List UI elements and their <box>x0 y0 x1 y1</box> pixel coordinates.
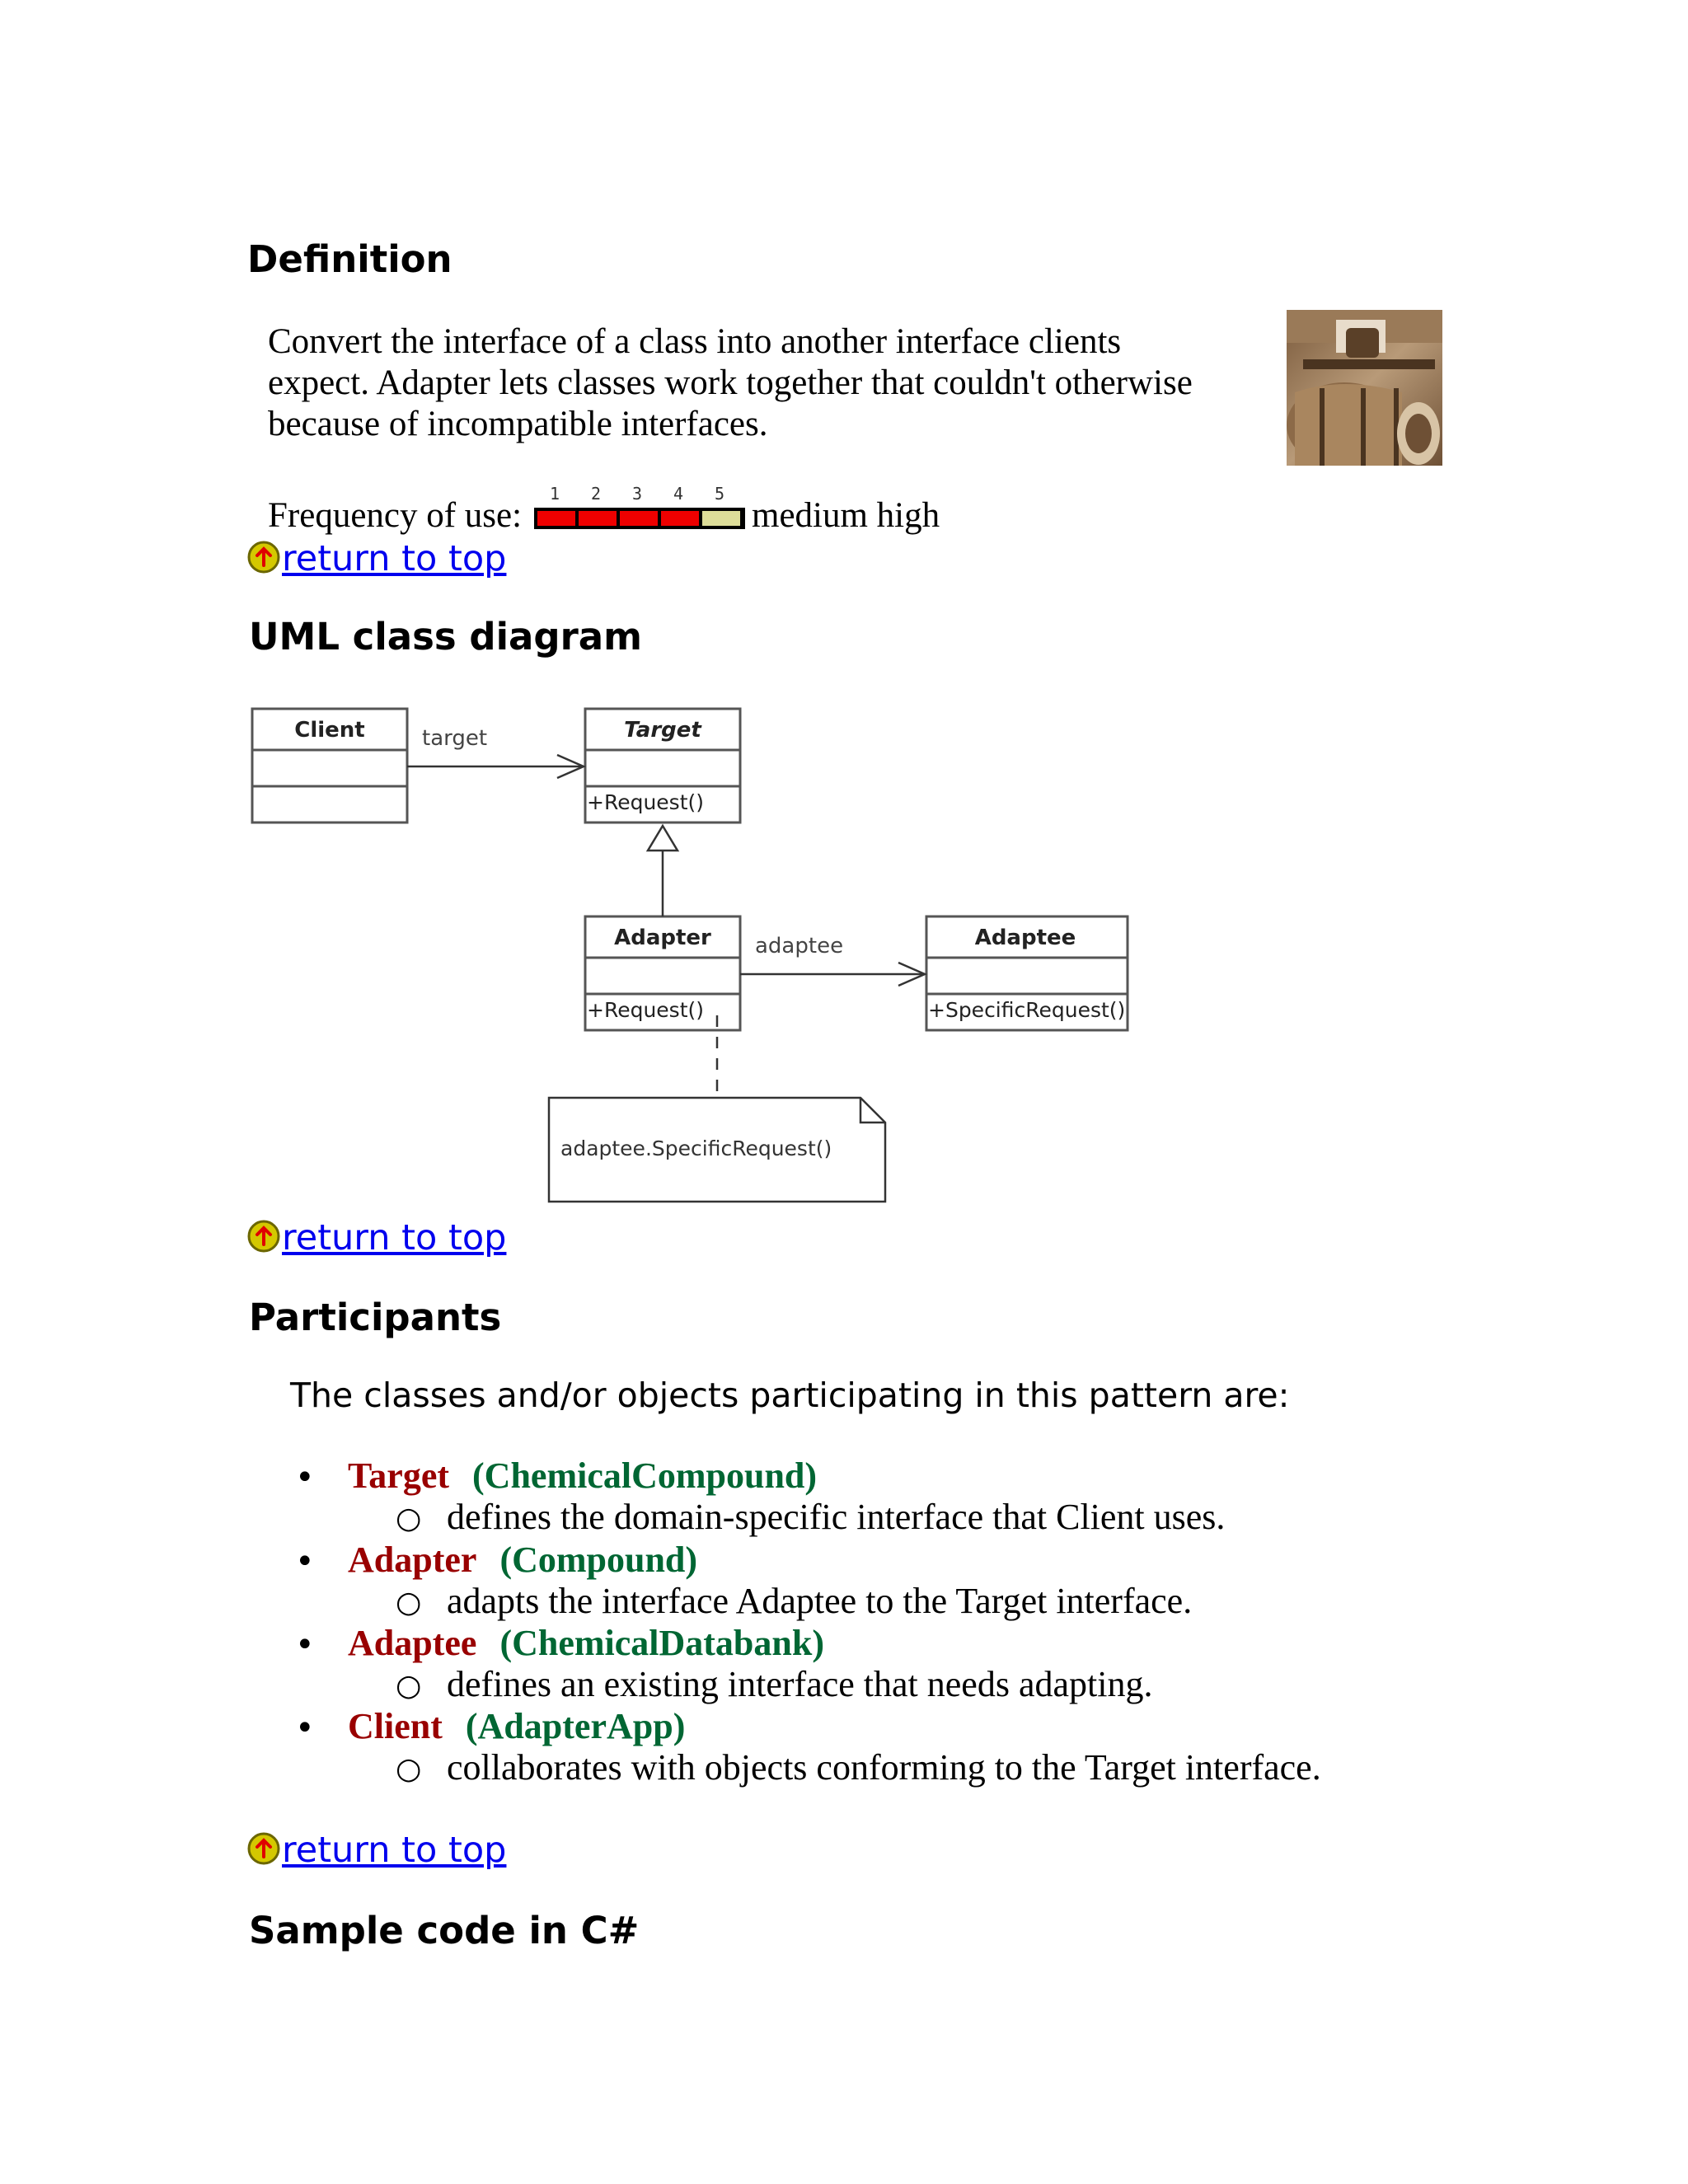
adapter-class-name: Adapter <box>614 926 711 950</box>
participant-item <box>348 1706 685 1747</box>
target-association-label: target <box>422 726 488 751</box>
up-arrow-circle-icon <box>247 541 280 574</box>
bullet-icon: • <box>295 1459 315 1497</box>
meter-scale-label: 4 <box>673 484 684 504</box>
target-method: +Request() <box>587 790 705 814</box>
meter-scale-label: 5 <box>714 484 725 504</box>
return-to-top-label: return to top <box>282 538 507 579</box>
participant-description: collaborates with objects conforming to the Target interface. <box>447 1747 1321 1788</box>
participant-class: (ChemicalCompound) <box>472 1455 818 1496</box>
participant-item <box>348 1623 824 1664</box>
participant-name: Client <box>348 1706 443 1746</box>
meter-cell <box>620 511 658 526</box>
participants-intro: The classes and/or objects participating in this pattern are: <box>290 1376 1290 1415</box>
adaptee-class-name: Adaptee <box>974 926 1076 950</box>
uml-heading: UML class diagram <box>249 615 643 658</box>
participant-name: Adapter <box>348 1540 477 1580</box>
frequency-label: Frequency of use: <box>268 496 523 535</box>
definition-line: expect. Adapter lets classes work together that couldn't otherwise <box>268 363 1193 402</box>
participant-name: Target <box>348 1455 450 1496</box>
circle-bullet-icon: ○ <box>396 1586 422 1619</box>
definition-line: because of incompatible interfaces. <box>268 405 768 443</box>
circle-bullet-icon: ○ <box>396 1752 422 1786</box>
definition-line: Convert the interface of a class into another interface clients <box>268 322 1122 361</box>
frequency-level-text: medium high <box>752 496 940 535</box>
return-to-top-label: return to top <box>282 1217 507 1258</box>
client-class-name: Client <box>294 718 365 743</box>
up-arrow-circle-icon <box>247 1220 280 1253</box>
definition-heading: Definition <box>247 237 452 281</box>
adaptee-association-label: adaptee <box>755 934 844 958</box>
meter-scale-label: 1 <box>549 484 560 504</box>
participant-description: adapts the interface Adaptee to the Target interface. <box>447 1581 1193 1621</box>
bullet-icon: • <box>295 1709 315 1747</box>
meter-scale-label: 3 <box>631 484 643 504</box>
meter-cell <box>579 511 617 526</box>
meter-bar <box>534 508 745 529</box>
circle-bullet-icon: ○ <box>396 1502 422 1535</box>
return-to-top-link[interactable] <box>247 537 506 580</box>
return-to-top-link[interactable] <box>247 1216 506 1259</box>
bullet-icon: • <box>295 1626 315 1664</box>
steam-engine-photo <box>1287 310 1442 466</box>
return-to-top-label: return to top <box>282 1830 507 1871</box>
adapter-method: +Request() <box>587 998 705 1022</box>
meter-cell <box>702 511 740 526</box>
target-class-name: Target <box>624 718 701 743</box>
uml-class-diagram <box>247 701 1170 1212</box>
participant-name: Adaptee <box>348 1623 477 1663</box>
participant-item <box>348 1540 697 1581</box>
participant-description: defines the domain-specific interface that Client uses. <box>447 1497 1226 1537</box>
definition-text <box>268 321 1257 445</box>
bullet-icon: • <box>295 1543 315 1581</box>
participants-heading: Participants <box>249 1296 502 1339</box>
circle-bullet-icon: ○ <box>396 1669 422 1703</box>
participant-description: defines an existing interface that needs adapting. <box>447 1664 1153 1704</box>
note-text: adaptee.SpecificRequest() <box>560 1137 832 1160</box>
meter-scale-label: 2 <box>590 484 602 504</box>
participant-class: (ChemicalDatabank) <box>499 1623 824 1663</box>
meter-cell <box>661 511 699 526</box>
participant-class: (AdapterApp) <box>465 1706 686 1746</box>
adaptee-method: +SpecificRequest() <box>928 998 1126 1022</box>
return-to-top-link[interactable] <box>247 1829 506 1872</box>
meter-cell <box>537 511 575 526</box>
participant-class: (Compound) <box>499 1540 698 1580</box>
sample-code-heading: Sample code in C# <box>249 1909 640 1952</box>
participant-item <box>348 1455 817 1497</box>
generalization-arrowhead <box>648 826 678 851</box>
up-arrow-circle-icon <box>247 1832 280 1865</box>
